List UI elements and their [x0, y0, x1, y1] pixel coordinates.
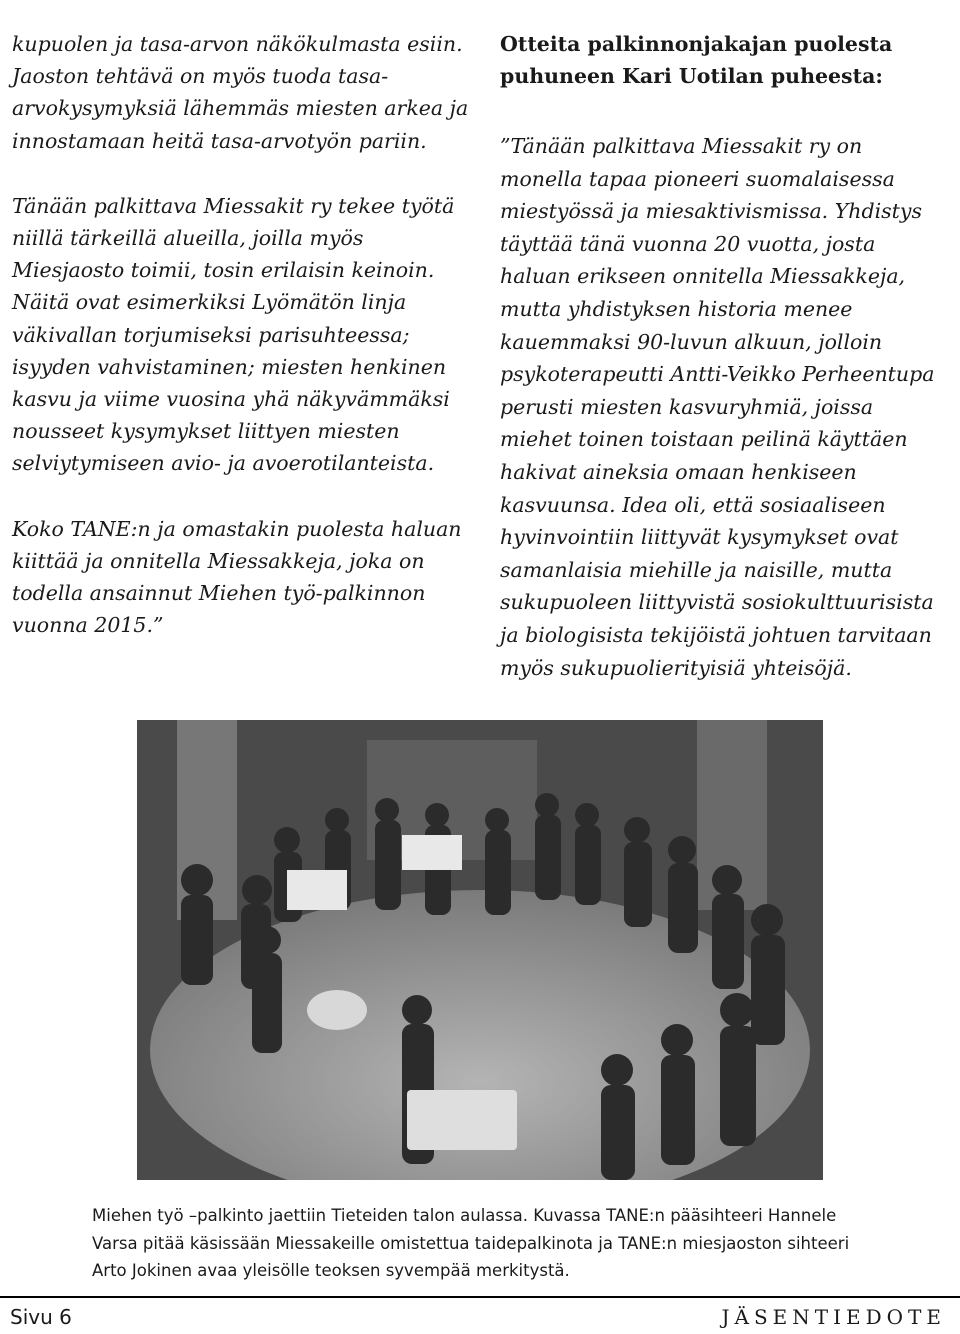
photo-artwork-left [287, 870, 347, 910]
left-paragraph-2: Tänään palkittava Miessakit ry tekee työtä niillä tärkeillä alueilla, joilla myös Miesjaosto toimii, tosin erilaisin keinoin. Näitä ovat esimerkiksi Lyömätön linja väkivallan torjumiseksi parisuhteessa; isyyden vahvistaminen; miesten henkinen kasvu ja viime vuosina yhä näkyvämmäksi nousseet kysymykset liittyen miesten selviytymiseen avio- ja avoerotilanteista. [12, 193, 455, 476]
photo-flowers [307, 990, 367, 1030]
footer-divider [0, 1296, 960, 1298]
speech-excerpt: ”Tänään palkittava Miessakit ry on monella tapaa pioneeri suomalaisessa miestyössä ja miesaktivismissa. Yhdistys täyttää tänä vuonna 20 vuotta, josta haluan erikseen onnitella Miessakkeja, mutta yhdistyksen historia menee kauemmaksi 90-luvun alkuun, jolloin psykoterapeutti Antti-Veikko Perheentupa perusti miesten kasvuryhmiä, joissa miehet toinen toistaan peilinä käyttäen hakivat aineksia omaan henkiseen kasvuunsa. Idea oli, että sosiaaliseen hyvinvointiin liittyvät kysymykset ovat samanlaisia miehille ja naisille, mutta sukupuoleen liittyvistä sosiokulttuurisista ja biologisista tekijöistä johtuen tarvitaan myös sukupuolierityisiä yhteisöjä. [500, 134, 935, 680]
publication-name: JÄSENTIEDOTE [721, 1305, 946, 1329]
left-column [12, 28, 474, 674]
photo-cups [407, 1090, 517, 1150]
right-column [500, 28, 950, 684]
page-number: Sivu 6 [10, 1305, 72, 1329]
event-photo-illustration [137, 720, 823, 1180]
photo-artwork-right [402, 835, 462, 870]
event-photo [137, 720, 823, 1180]
speech-heading: Otteita palkinnonjakajan puolesta puhuneen Kari Uotilan puheesta: [500, 32, 893, 88]
photo-caption: Miehen työ –palkinto jaettiin Tieteiden talon aulassa. Kuvassa TANE:n pääsihteeri Hannele Varsa pitää käsissään Miessakeille omistettua taidepalkinota ja TANE:n miesjaoston sihteeri Arto Jokinen avaa yleisölle teoksen syvempää merkitystä. [92, 1206, 850, 1280]
left-paragraph-1: kupuolen ja tasa-arvon näkökulmasta esiin. Jaoston tehtävä on myös tuoda tasa-arvokysymyksiä lähemmäs miesten arkea ja innostamaan heitä tasa-arvotyön pariin. [12, 32, 469, 153]
left-paragraph-3: Koko TANE:n ja omastakin puolesta haluan kiittää ja onnitella Miessakkeja, joka on todella ansainnut Miehen työ-palkinnon vuonna 2015.” [12, 516, 462, 638]
